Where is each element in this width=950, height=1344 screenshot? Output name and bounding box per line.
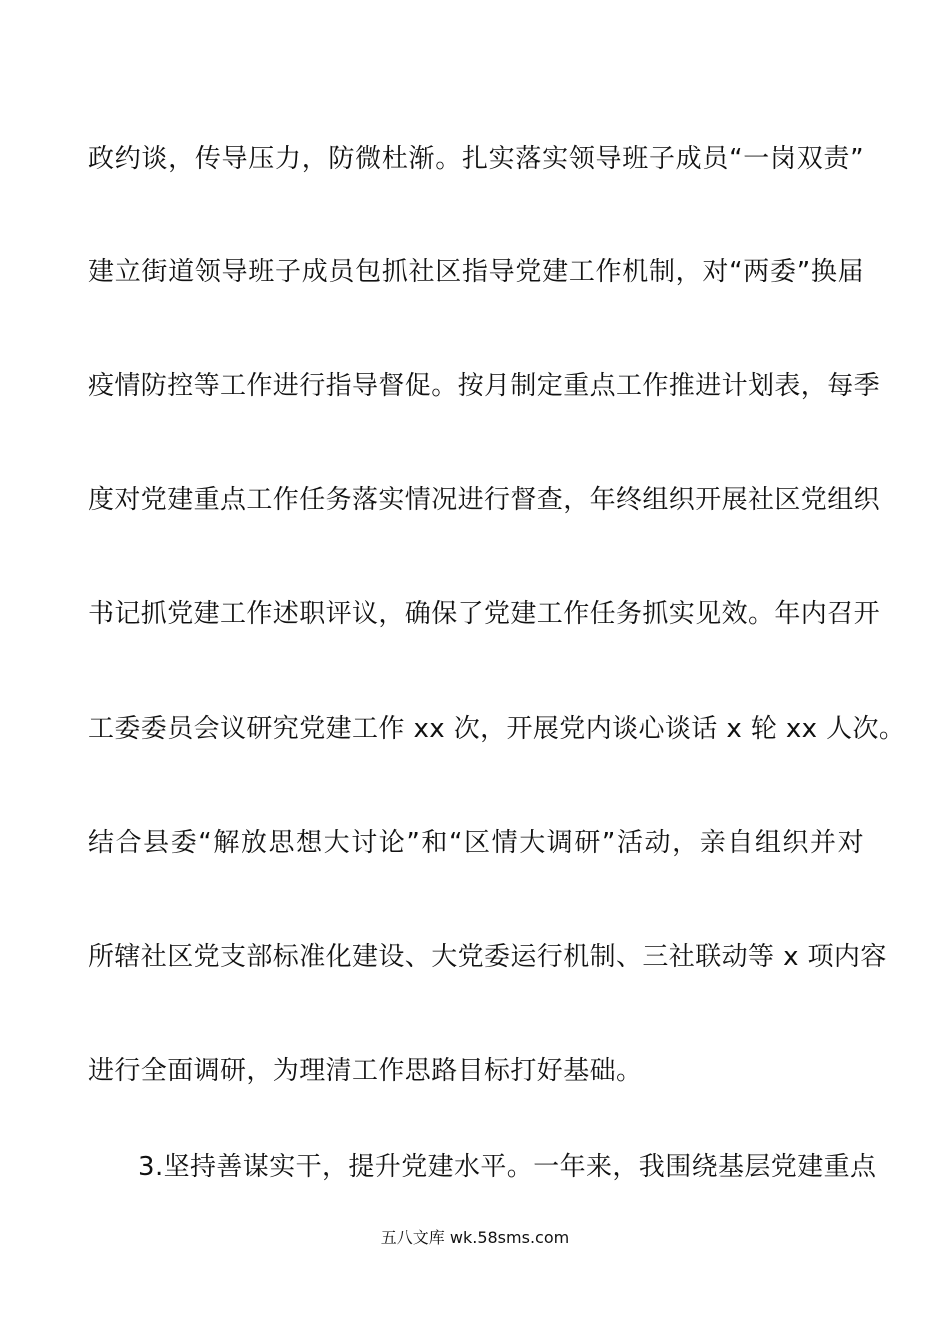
body-text-line: 疫情防控等工作进行指导督促。按月制定重点工作推进计划表，每季	[88, 371, 881, 401]
body-text-line: 建立街道领导班子成员包抓社区指导党建工作机制，对“两委”换届	[88, 257, 864, 287]
body-text-line: 工委委员会议研究党建工作 xx 次，开展党内谈心谈话 x 轮 xx 人次。	[88, 714, 906, 744]
body-text-line: 政约谈，传导压力，防微杜渐。扎实落实领导班子成员“一岗双责”	[88, 144, 864, 174]
body-text-line: 所辖社区党支部标准化建设、大党委运行机制、三社联动等 x 项内容	[88, 942, 887, 972]
body-text-line: 度对党建重点工作任务落实情况进行督查，年终组织开展社区党组织	[88, 485, 881, 515]
body-text-line: 进行全面调研，为理清工作思路目标打好基础。	[88, 1056, 643, 1086]
page-footer: 五八文库 wk.58sms.com	[380, 1228, 570, 1247]
body-text-line: 书记抓党建工作述职评议，确保了党建工作任务抓实见效。年内召开	[88, 599, 881, 629]
body-text-line: 结合县委“解放思想大讨论”和“区情大调研”活动，亲自组织并对	[88, 828, 864, 858]
section-heading-line: 3.坚持善谋实干，提升党建水平。一年来，我围绕基层党建重点	[138, 1152, 877, 1182]
